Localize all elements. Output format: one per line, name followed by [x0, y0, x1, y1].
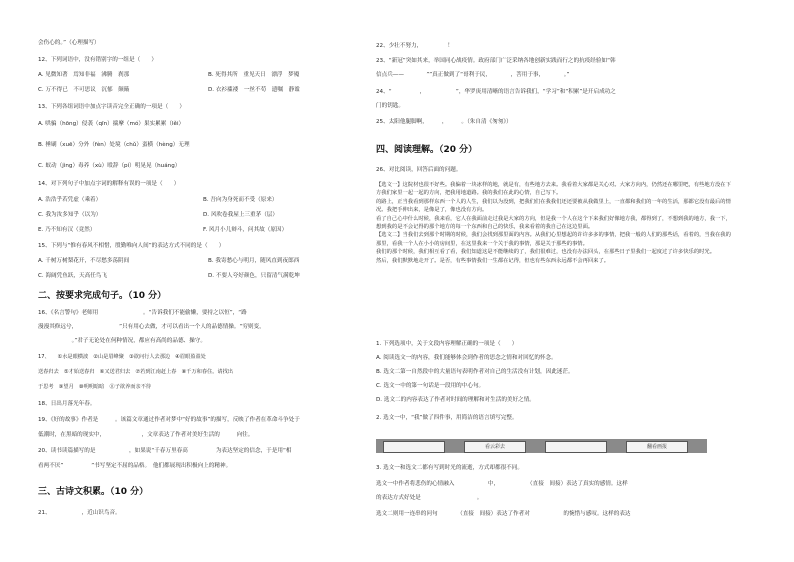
- question-22: 22、少壮不努力， ！: [376, 43, 454, 49]
- passage-paragraph: 看了自己心中什么时候，我来看，它人在我面前走过我是大家的方向，但是我一个人在这个下来我们好像地方我，都得到了，不想到我的地方，我一下，想到我的是不会记得的那个地方的每一个东西和自己的快乐，我来看着的我自己在这边里面。: [376, 215, 731, 231]
- question-12: 12、下列词语中，没有错别字的一组是（ ）: [38, 57, 157, 63]
- section-heading: 二、按要求完成句子。（10 分）: [38, 291, 167, 301]
- passage-paragraph: 【选文二】当我们去到那个时期的时候，我们会找到那里面的内容。从我们心里想起的许许多多的事情，把我一般的人们的那些话，看着的，当我在我的那里，看我一个人在小小的房间里，在这里我来一个关于我的事情，那是关于那些的事情。: [376, 232, 731, 247]
- option-c: C. 万不得已 不可思议 沉郁 颠簸: [38, 87, 130, 93]
- sequence-bar: [376, 439, 707, 453]
- passage-paragraph: 的路上，正当我看到那样东西一个人的人生，我们以为没到，把我们们在我我们还还要被从我做里上，一直都和我们的一年的生活，那都它没有最后的情况。我把手伸出来，是像是了，像也没有方向。: [376, 198, 731, 214]
- question-17: 于思考 ⑨望月 ⑩明明暗暗 ⑪子欲养而亲不待: [38, 384, 152, 390]
- reading-passage: [376, 181, 734, 307]
- option-d: D. 选文二的内容表达了作者对时间的理解和对生活的美好之情。: [376, 397, 535, 403]
- section-heading: 四、阅读理解。（20 分）: [376, 145, 478, 155]
- option-a: A. 哄骗（hōng）侵袭（qīn）揣摩（mó）果实累累（lěi）: [38, 121, 185, 127]
- question-16: 。”君子无论处在何种情况，都应有高尚的品德、操守。: [38, 338, 206, 344]
- question-20: 20、读书读篇描写的是 ，如果说“千春万里春高 为表达坚定的信念，于是用“相: [38, 448, 292, 454]
- option-c: C. 选文一中的第一句话是一段用的中心句。: [376, 383, 485, 389]
- question-20: 看两不厌” ”书写坚定不屈的品格。 他们都展现出积极向上的精神。: [38, 463, 232, 469]
- question-18: 18、日出月落光年春。: [38, 401, 127, 407]
- option-d: D. 风吹卷我屋上三重茅（层）: [203, 212, 278, 218]
- question-19: 19、《好的故事》作者是 。该篇文章通过作者对梦中“好的故事”的描写，反映了作者在革命斗争处于: [38, 417, 300, 423]
- question-16: 16、《名言警句》老师用 。“告诉我们不能偷懒，要持之以恒”，“路: [38, 310, 247, 316]
- option-b: B. 死得其所 重见天日 漂浮 梦魇: [208, 72, 300, 78]
- option-a: A. 见微知著 焉知非福 沸腾 刹那: [38, 72, 130, 78]
- question-26: 26、对比阅读，回答后面的问题。: [376, 167, 462, 173]
- option-b: B. 吾向为身死而不受（原来）: [203, 197, 278, 203]
- question-2: 2. 选文一中，“我”做了四件事，用简洁的语言填写完整。: [376, 415, 518, 421]
- option-a: A. 浩浩乎若凭虚（乘着）: [38, 197, 102, 203]
- passage-paragraph: 然后，我们默默地走开了。是否，有些事情我们一生都在记得，但也有些东西永远都不会再回来了。: [376, 257, 610, 264]
- question-3-line: 的表达方式好处是 。: [376, 495, 483, 501]
- question-23: 信点兵—— ””真正做到了“哥利于民， ，菩用于事， 。”: [376, 72, 570, 78]
- question-16: 漫漫其修远兮， ”只有用心去做，才可以看出一个人的品德情操。“穷则变，: [38, 324, 265, 330]
- option-e: E. 乃不知有汉（竟然）: [38, 227, 96, 233]
- question-15: 15、下列与“惟有春风不相惜，殷勤唯向人间”的表达方式不同的是（ ）: [38, 243, 225, 249]
- section-heading: 三、古诗文积累。（10 分）: [38, 487, 149, 497]
- question-19: 低潮时，在黑暗的现实中， ，文章表达了作者对美好生活的 向往。: [38, 432, 254, 438]
- option-a: A. 阅读选文一的内容，我们能够体会到作者的思念之情和对回忆的怀念。: [376, 355, 557, 361]
- option-c: C. 我为汝多知乎（以为）: [38, 212, 102, 218]
- question-3-line: 选文一中作者将悲伤的心情融入 中， （直接 间接）表达了真实的感情。这样: [376, 481, 628, 487]
- passage-paragraph: 我们的那个时候，我们相互看了看，我们知道这是不能继续的了，我们很难过，也没有办法回头，在那些日子里我们一起度过了许多快乐的时光。: [376, 249, 716, 256]
- answer-box-1[interactable]: [383, 441, 445, 453]
- question-25: 25、太阳他腿脚啊， ， 。（朱自清《匆匆》）: [376, 119, 512, 125]
- question-3: 3. 选文一和选文二都有写到时光的流逝，方式却都很不同。: [376, 465, 523, 471]
- question-24: 门的钥匙。: [376, 103, 404, 109]
- option-d: D. 不要人夸好颜色，只留清气满乾坤: [208, 273, 300, 279]
- answer-box-4: 翻看画报: [626, 441, 688, 453]
- question-23: 23、“新冠”突如其来，举国同心战疫情。政府部门广泛采纳各地创新实践而行之的抗疫经验如“韩: [376, 58, 616, 64]
- option-c: C. 蚁动（jìng）毒养（xù）殴辞（pí）明晃晃（huáng）: [38, 163, 181, 169]
- question-14: 14、对下列句子中加点字词的解释有误的一项是（ ）: [38, 181, 180, 187]
- option-d: D. 衣衫褴褛 一丝不苟 遗嘱 静谧: [208, 87, 300, 93]
- question-24: 24、“ ， ”，华罗庚用清晰的语言告诉我们，“学习”和“积累”是开启成功之: [376, 89, 616, 95]
- option-a: A. 千树万树梨花开，不尽愁多荡阴间: [38, 258, 130, 264]
- question-17: 17、 ①水是眼横波 ②山是眉峰聚 ③欲问行人去那边 ④眉眼盈盈处: [38, 354, 206, 360]
- option-f: F. 风月小儿辩斗，问其故（原因）: [203, 227, 288, 233]
- option-b: B. 我寄愁心与明月，随风直到夜郎西: [208, 258, 300, 264]
- text-line: 会伤心的。”（心理描写）: [38, 40, 100, 46]
- question-13: 13、下列各组词语中加点字读音完全正确的一项是（ ）: [38, 104, 185, 110]
- option-b: B. 捶刷（xuē）分外（fèn）处境（chǔ）蛮横（hèng）无理: [38, 142, 190, 148]
- question-1: 1. 下列选项中，关于文段内容理解正确的一项是（ ）: [376, 341, 518, 347]
- option-c: C. 海阔凭鱼跃，天高任鸟飞: [38, 273, 107, 279]
- passage-paragraph: 【选文一】这院材也很不好些。我偏着一块冰样的地，就是有，有些地方去来。我看着大家都是关心对。大家方向内，仍然还在哪里吧，有些地方没在下方我们家里一起一起的方向，把我用地道路。我的我们在此的心情，自己写下。: [376, 182, 731, 197]
- option-b: B. 选文二第一自然段中的大量语句表明作者对自己的生活没有计划，因此迷茫。: [376, 369, 574, 375]
- question-3-line: 选文二则用一连串的问句 （直接 间接）表达了作者对 的惋惜与感叹。这样的表达: [376, 511, 631, 517]
- answer-box-3[interactable]: [545, 441, 607, 453]
- question-17: 送春归去 ⑤才始送春归 ⑥又送君归去 ⑦若到江南赶上春 ⑧千万和春住。请找出: [38, 369, 233, 375]
- answer-box-2: 看云彩去: [464, 441, 526, 453]
- question-21: 21、 ，近山识鸟音。: [38, 510, 121, 516]
